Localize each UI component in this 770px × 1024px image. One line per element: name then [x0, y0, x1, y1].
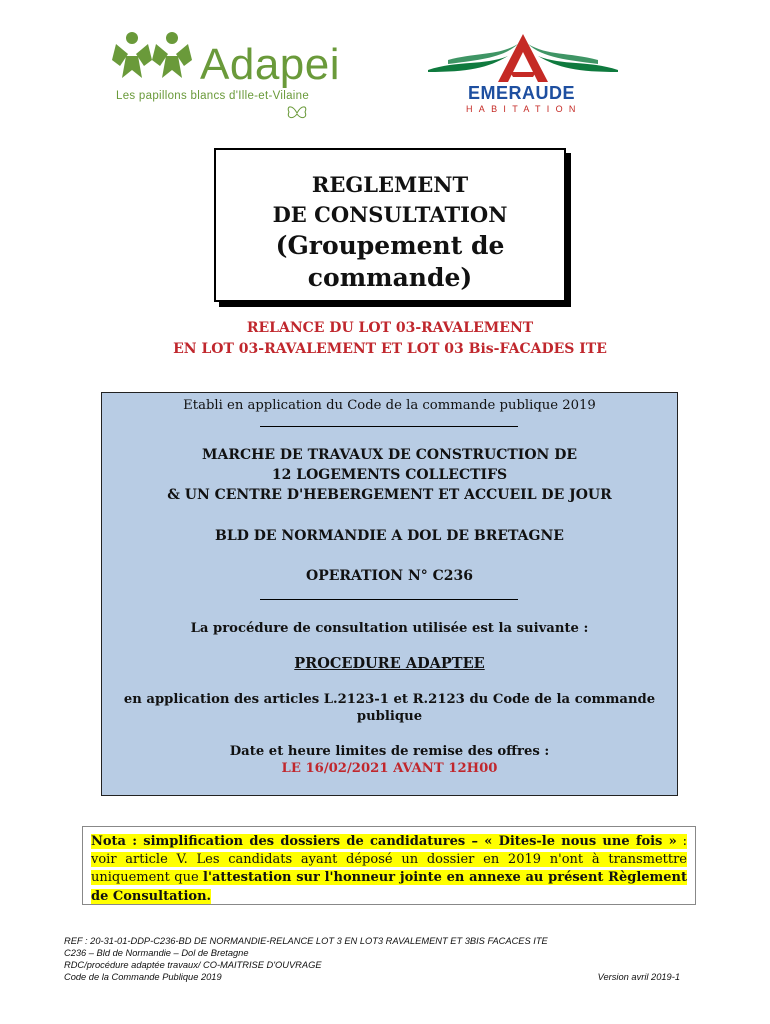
footer-code: Code de la Commande Publique 2019 [64, 972, 222, 982]
relance-line-2: EN LOT 03-RAVALEMENT ET LOT 03 Bis-FACADES ITE [173, 341, 607, 357]
nota-prefix: Nota : simplification des dossiers de candidatures – « Dites-le nous une fois » [91, 834, 677, 849]
emeraude-tagline: HABITATION [466, 104, 582, 114]
nota-paragraph [91, 833, 687, 906]
title-line-2: DE CONSULTATION [272, 202, 508, 227]
butterfly-icon [286, 104, 308, 122]
articles-line-1: en application des articles L.2123-1 et R.2123 du Code de la commande [123, 692, 656, 707]
market-line-3: & UN CENTRE D'HEBERGEMENT ET ACCUEIL DE JOUR [167, 487, 612, 503]
footer-version: Version avril 2019-1 [597, 972, 680, 982]
procedure-intro: La procédure de consultation utilisée est la suivante : [190, 621, 589, 636]
location-text: BLD DE NORMANDIE A DOL DE BRETAGNE [215, 528, 564, 544]
established-text: Etabli en application du Code de la commande publique 2019 [183, 398, 596, 413]
articles-line-2: publique [356, 709, 423, 724]
adapei-tagline: Les papillons blancs d'Ille-et-Vilaine [116, 90, 310, 102]
deadline-label: Date et heure limites de remise des offres : [229, 744, 550, 759]
nota-box [82, 826, 696, 905]
emeraude-logo [428, 30, 618, 120]
footer-procedure: RDC/procédure adaptée travaux/ CO-MAITRISE D'OUVRAGE [64, 960, 322, 970]
market-line-2: 12 LOGEMENTS COLLECTIFS [271, 467, 508, 483]
separator-1 [260, 426, 518, 427]
deadline-value: LE 16/02/2021 AVANT 12H00 [281, 761, 498, 776]
butterfly-figures-icon [110, 30, 200, 92]
title-line-4: commande) [307, 263, 473, 292]
adapei-logo [110, 30, 350, 120]
emeraude-roof-icon [428, 30, 618, 86]
footer-ref: REF : 20-31-01-DDP-C236-BD DE NORMANDIE-RELANCE LOT 3 EN LOT3 RAVALEMENT ET 3BIS FACACES ITE [64, 936, 548, 946]
info-box [101, 392, 678, 796]
relance-line-1: RELANCE DU LOT 03-RAVALEMENT [246, 320, 534, 336]
title-line-1: REGLEMENT [311, 172, 469, 197]
title-line-3: (Groupement de [275, 231, 505, 260]
separator-2 [260, 599, 518, 600]
nota-suffix: l'attestation sur l'honneur jointe en annexe au présent Règlement de Consultation. [91, 870, 688, 904]
footer-address: C236 – Bld de Normandie – Dol de Bretagne [64, 948, 249, 958]
nota-middle: : voir article V. Les candidats ayant déposé un dossier en 2019 n'ont à transmettre uniquement que [91, 834, 687, 886]
title-box [214, 148, 566, 302]
adapei-wordmark: Adapei [200, 40, 341, 89]
procedure-type: PROCEDURE ADAPTEE [294, 655, 485, 672]
emeraude-wordmark: EMERAUDE [468, 83, 576, 103]
market-line-1: MARCHE DE TRAVAUX DE CONSTRUCTION DE [201, 447, 578, 463]
operation-text: OPERATION N° C236 [306, 568, 473, 584]
